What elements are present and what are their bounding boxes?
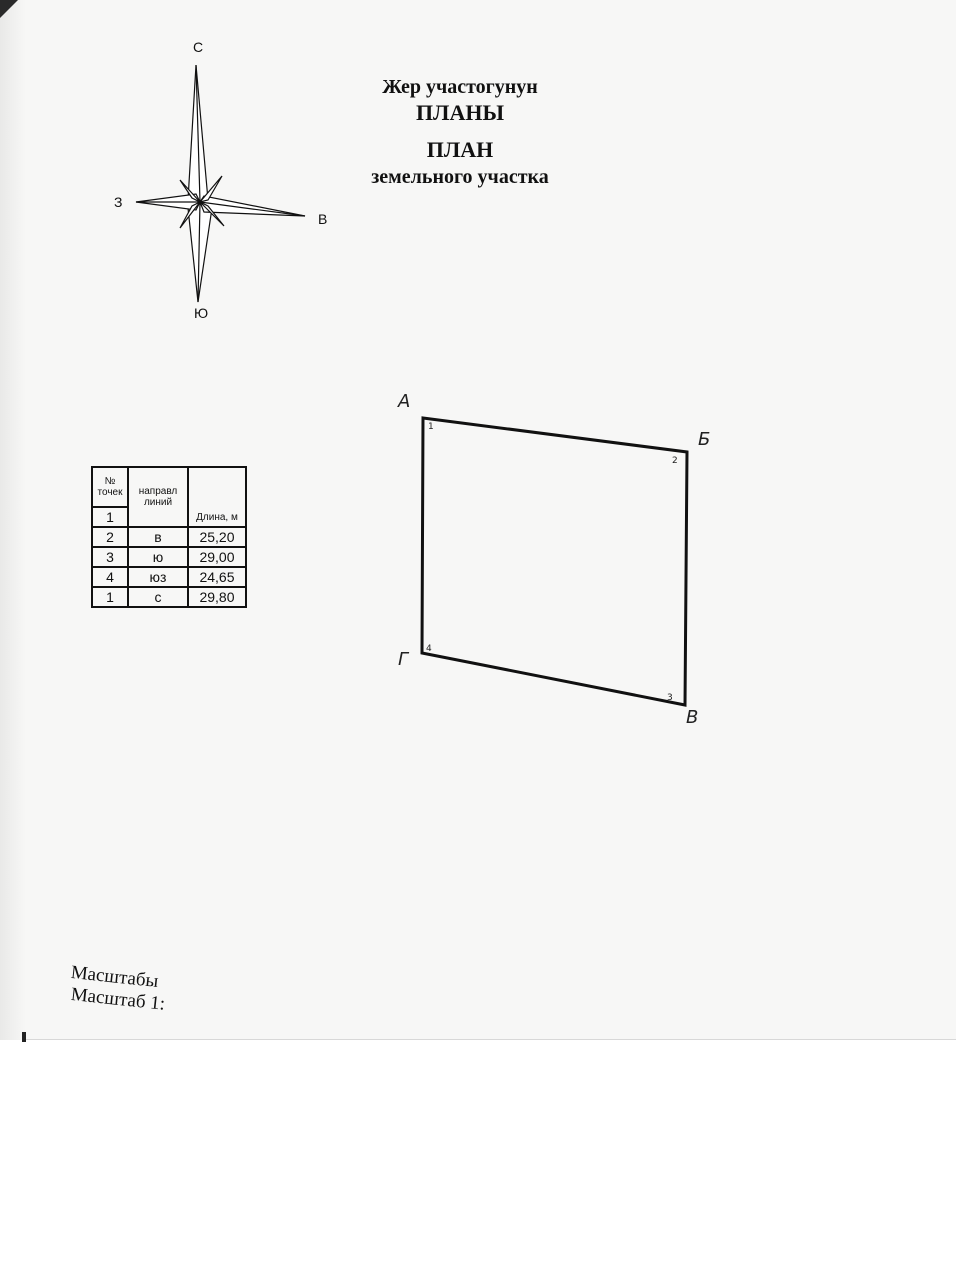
compass-east-arm <box>200 196 305 216</box>
direction-cell: ю <box>128 547 188 567</box>
sheet-left-edge <box>0 0 26 1040</box>
title-land-plot: земельного участка <box>371 166 549 188</box>
corner-number-3: 3 <box>667 693 673 703</box>
length-cell: 29,00 <box>188 547 246 567</box>
compass-north-label: С <box>193 39 204 55</box>
table-row <box>92 587 246 607</box>
bottom-edge-mark <box>22 1032 26 1042</box>
corner-label-v: В <box>686 707 699 728</box>
point-cell: 4 <box>92 567 128 587</box>
compass-west-label: З <box>114 194 123 210</box>
direction-cell: юз <box>128 567 188 587</box>
length-cell: 24,65 <box>188 567 246 587</box>
compass-south-label: Ю <box>194 305 209 321</box>
compass-east-label: В <box>318 211 328 227</box>
title-plan: ПЛАН <box>426 137 494 162</box>
header-points: № точек <box>92 467 128 507</box>
point-cell: 2 <box>92 527 128 547</box>
corner-number-2: 2 <box>672 456 678 466</box>
corner-label-g: Г <box>398 649 409 670</box>
corner-number-4: 4 <box>426 644 432 654</box>
land-plot-drawing <box>390 385 720 735</box>
corner-label-a: А <box>398 391 411 412</box>
scale-label-kyrgyz: Масштабы <box>69 962 160 993</box>
boundary-table <box>91 466 247 608</box>
corner-label-b: Б <box>698 429 711 450</box>
header-length: Длина, м <box>188 467 246 527</box>
title-plany: ПЛАНЫ <box>415 100 505 125</box>
table-row <box>92 567 246 587</box>
direction-cell: в <box>128 527 188 547</box>
direction-cell: с <box>128 587 188 607</box>
length-cell: 25,20 <box>188 527 246 547</box>
point-cell: 1 <box>92 587 128 607</box>
table-row <box>92 547 246 567</box>
corner-number-1: 1 <box>428 422 434 432</box>
table-row <box>92 527 246 547</box>
title-line-kyrgyz: Жер участогунун <box>382 76 538 98</box>
table-header-row <box>92 467 246 507</box>
plot-boundary <box>422 418 687 705</box>
point-cell: 3 <box>92 547 128 567</box>
point-cell: 1 <box>92 507 128 527</box>
header-direction: направл линий <box>128 467 188 527</box>
scale-label-russian: Масштаб 1: <box>69 984 167 1015</box>
length-cell: 29,80 <box>188 587 246 607</box>
compass-rose <box>100 30 340 330</box>
